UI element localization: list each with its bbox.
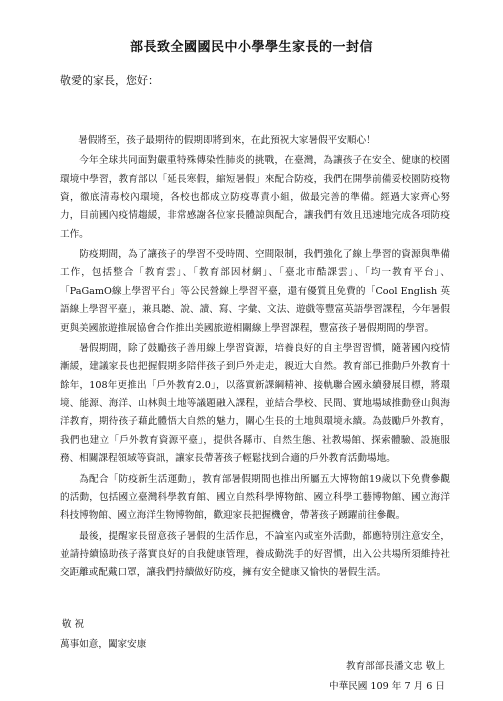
signature-name: 教育部部長潘文忠 敬上 [346, 661, 445, 672]
paragraph-online-learning: 防疫期間，為了讓孩子的學習不受時間、空間限制，我們強化了線上學習的資源與準備工作，包括整合「教育雲」、「教育部因材網」、「臺北市酷課雲」、「均一教育平台」、「PaGamO線上學習平台」等公民營線上學習平臺，還有優質且免費的「Cool English 英語線上學習平臺」，兼具聽、說、讀、寫、字彙、文法、遊戲等豐富英語學習課程，今年暑假更與美國旅遊推展協會合作推出美國旅遊相關線上學習課程，豐富孩子暑假期間的學習。 [60, 249, 450, 334]
closing-line-2: 萬事如意，闔家安康 [60, 639, 147, 650]
paragraph-greeting: 暑假將至，孩子最期待的假期即將到來，在此預祝大家暑假平安順心！ [78, 135, 376, 146]
letter-body [60, 132, 450, 585]
closing [60, 615, 146, 655]
letter-title: 部長致全國國民中小學學生家長的一封信 [129, 40, 373, 55]
closing-line-1: 敬 祝 [61, 619, 85, 630]
paragraph-outdoor-education: 暑假期間，除了鼓勵孩子善用線上學習資源，培養良好的自主學習習慣，隨著國內疫情漸緩，建議家長也把握假期多陪伴孩子到戶外走走，親近大自然。教育部已推動戶外教育十餘年，108年更推出「戶外教育2.0」，以落實新課綱精神、接軌聯合國永續發展目標，將環境、能源、海洋、山林與土地等議題融入課程，並結合學校、民間、實地場域推動登山與海洋教育，期待孩子藉此體悟大自然的魅力，關心生長的土地與環境永續。為鼓勵戶外教育，我們也建立「戶外教育資源平臺」，提供各縣市、自然生態、社教場館、探索體驗、設施服務、相關課程領域等資訊，讓家長帶著孩子輕鬆找到合適的戶外教育活動場地。 [60, 342, 450, 465]
signature-block [329, 657, 445, 697]
signature-date: 中華民國 109 年 7 月 6 日 [329, 681, 445, 692]
paragraph-pandemic: 今年全球共同面對嚴重特殊傳染性肺炎的挑戰，在臺灣，為讓孩子在安全、健康的校園環境中學習，教育部以「延長寒假，縮短暑假」來配合防疫，我們在開學前備妥校園防疫物資，徹底清毒校內環境，各校也都成立防疫專責小組，做最完善的準備。經過大家齊心努力，目前國內疫情趨緩，非常感謝各位家長體諒與配合，讓我們有效且迅速地完成各項防疫工作。 [60, 155, 450, 240]
paragraph-museums: 為配合「防疫新生活運動」，教育部暑假期間也推出所屬五大博物館19歲以下免費參觀的活動，包括國立臺灣科學教育館、國立自然科學博物館、國立科學工藝博物館、國立海洋科技博物館、國立海洋生物博物館，歡迎家長把握機會，帶著孩子踴躍前往參觀。 [60, 473, 450, 522]
salutation: 敬愛的家長，您好： [60, 74, 159, 87]
paragraph-reminder: 最後，提醒家長留意孩子暑假的生活作息，不論室內或室外活動，都應特別注意安全，並請持續協助孩子落實良好的自我健康管理，養成勤洗手的好習慣，出入公共場所須維持社交距離或配戴口罩，讓我們持續做好防疫，擁有安全健康又愉快的暑假生活。 [60, 530, 450, 579]
